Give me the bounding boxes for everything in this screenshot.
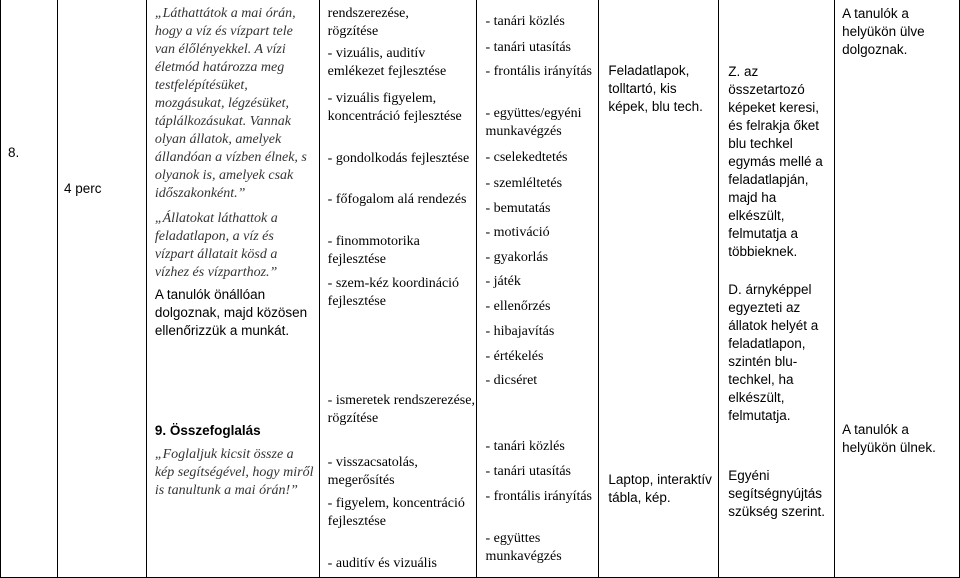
method-item: - tanári utasítás (485, 40, 572, 55)
method-item: - dicséret (485, 373, 538, 388)
tools-top: Feladatlapok, tolltartó, kis képek, blu tech. (608, 63, 703, 114)
method-item: - frontális irányítás (485, 64, 593, 79)
differentiation-individual: Egyéni segítségnyújtás szükség szerint. (728, 468, 826, 519)
development-item: - auditív és vizuális (327, 556, 437, 571)
methods-cell (477, 0, 599, 578)
summary-quote: „Foglaljuk kicsit össze a kép segítségével, hogy miről is tanultunk a mai órán!” (154, 447, 314, 498)
tools-bottom: Laptop, interaktív tábla, kép. (608, 472, 712, 505)
summary-title: 9. Összefoglalás (154, 423, 261, 438)
duration-cell (57, 0, 146, 578)
method-item: - értékelés (485, 349, 544, 364)
development-item: - finommotorika fejlesztése (327, 234, 420, 267)
development-item: - ismeretek rendszerezése, rögzítése (327, 393, 475, 426)
method-item: - tanári utasítás (485, 464, 572, 479)
development-item: - gondolkodás fejlesztése (327, 151, 470, 166)
organization-cell (835, 0, 960, 578)
table-row (1, 0, 960, 578)
differentiation-cell (719, 0, 835, 578)
task-note: A tanulók önállóan dolgoznak, majd közösen ellenőrizzük a munkát. (154, 287, 308, 338)
development-item: - vizuális figyelem, koncentráció fejlesztése (327, 91, 462, 124)
development-cell (319, 0, 477, 578)
development-item: - vizuális, auditív emlékezet fejlesztése (327, 46, 447, 79)
method-item: - tanári közlés (485, 439, 565, 454)
differentiation-z: Z. az összetartozó képeket keresi, és felrakja őket blu techkel egymás mellé a feladatlapján, majd ha elkészült, felmutatja a többieknek. (728, 64, 823, 259)
development-item: - figyelem, koncentráció fejlesztése (327, 496, 465, 529)
development-item: - visszacsatolás, megerősítés (327, 455, 418, 488)
content-cell (146, 0, 319, 578)
method-item: - együttes munkavégzés (485, 531, 562, 564)
method-item: - gyakorlás (485, 250, 549, 265)
method-item: - együttes/egyéni munkavégzés (485, 106, 582, 139)
differentiation-d: D. árnyképpel egyezteti az állatok helyét a feladatlapon, szintén blu-techkel, ha elkészült, felmutatja. (728, 282, 819, 423)
organization-top: A tanulók a helyükön ülve dolgoznak. (842, 6, 925, 57)
step-number-cell (1, 0, 58, 578)
development-item: - szem-kéz koordináció fejlesztése (327, 276, 460, 309)
method-item: - frontális irányítás (485, 489, 593, 504)
method-item: - motiváció (485, 225, 550, 240)
tools-cell (599, 0, 719, 578)
development-top-2: rögzítése (327, 24, 379, 39)
development-top-1: rendszerezése, (327, 6, 409, 21)
method-item: - játék (485, 274, 521, 289)
task-quote: „Állatokat láthattok a feladatlapon, a víz és vízpart állatait kösd a vízhez és vízparthoz.” (154, 211, 278, 280)
method-item: - bemutatás (485, 201, 551, 216)
method-item: - szemléltetés (485, 176, 563, 191)
step-number: 8. (8, 145, 20, 160)
method-item: - hibajavítás (485, 324, 555, 339)
method-item: - tanári közlés (485, 14, 565, 29)
duration: 4 perc (63, 181, 102, 196)
method-item: - cselekedtetés (485, 150, 568, 165)
organization-bottom: A tanulók a helyükön ülnek. (842, 422, 936, 455)
intro-quote: „Láthattátok a mai órán, hogy a víz és vízpart tele van élőlényekkel. A vízi életmód határozza meg testfelépítésüket, mozgásukat, légzésüket, táplálkozásukat. Vannak olyan állatok, amelyek állandóan a vízben élnek, s olyanok is, amelyek csak időszakonként.” (154, 6, 307, 201)
method-item: - ellenőrzés (485, 299, 551, 314)
development-item: - főfogalom alá rendezés (327, 192, 467, 207)
